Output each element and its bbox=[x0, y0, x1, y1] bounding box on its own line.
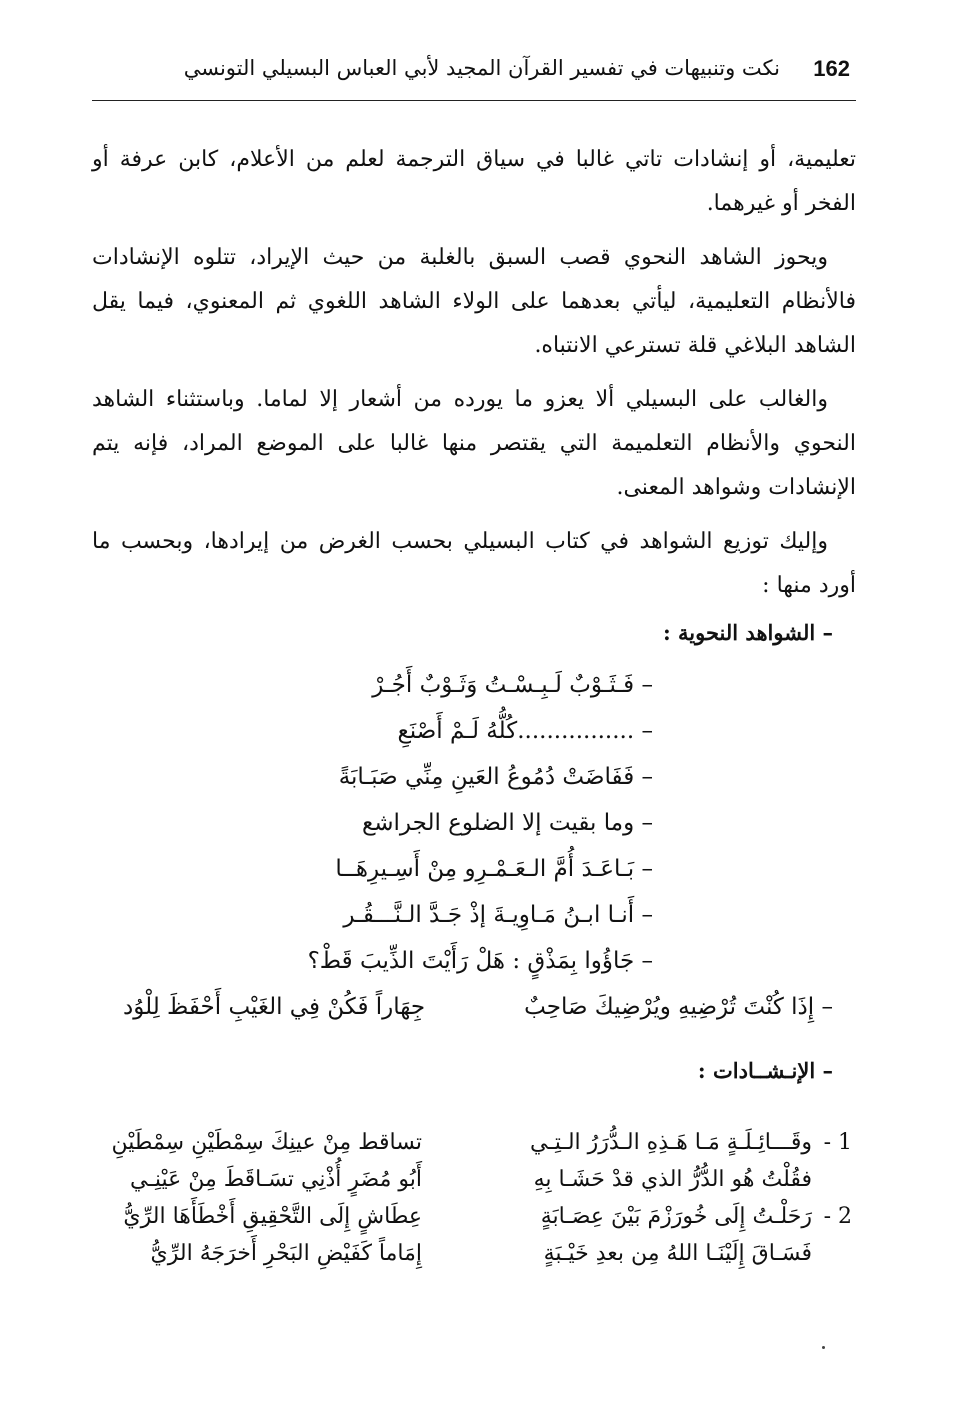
verse-hemistich-first: – إِذَا كُنْتَ تُرْضِيهِ ويُرْضِيكَ صَاحِبٌ bbox=[524, 994, 833, 1020]
table-row bbox=[92, 1161, 852, 1198]
paragraph: ويحوز الشاهد النحوي قصب السبق بالغلبة من حيث الإيراد، تتلوه الإنشادات فالأنظام التعليمية، ليأتي بعدهما على الولاء الشاهد اللغوي ثم المعنوي، فيما يقل الشاهد البلاغي قلة تسترعي الانتباه. bbox=[92, 245, 856, 358]
verse-line bbox=[123, 994, 833, 1034]
table-row bbox=[92, 1198, 852, 1235]
table-row bbox=[92, 1124, 852, 1161]
running-title: نكت وتنبيهات في تفسير القرآن المجيد لأبي العباس البسيلي التونسي bbox=[183, 56, 780, 80]
verse-number bbox=[812, 1161, 852, 1198]
list-item: – فَـثَـوْبٌ لَـبِـسْـتُ وَثَـوْبٌ أَجُـرْ bbox=[372, 672, 653, 698]
verse-hemistich-second: جِهَاراً فَكُنْ فِي الغَيْبِ أَحْفَظَ لِلْوُد bbox=[123, 994, 426, 1020]
verse-first-hemistich: رَحَلْـتُ إِلَى خُورَزْمَ بَيْنَ عِصَـابَةٍ bbox=[540, 1204, 812, 1229]
list-item: – أَنـا ابـنُ مَـاوِيـةَ إذْ جَـدَّ الـنَّـــقُـر bbox=[343, 902, 653, 928]
list-item: – وما بقيت إلا الضلوع الجراشع bbox=[362, 810, 653, 836]
verse-second-hemistich: إِمَاماً كَفَيْضِ البَحْرِ أَخرَجَهُ الرِّيُّ bbox=[150, 1241, 422, 1266]
list-item: – فَفَاضَتْ دُمُوعُ العَينِ مِنِّي صَبَـابَةً bbox=[338, 764, 653, 790]
print-speck bbox=[822, 1346, 825, 1349]
paragraph: والغالب على البسيلي ألا يعزو ما يورده من أشعار إلا لماما. وباستثناء الشاهد النحوي والأنظام التعلميمة التي يقتصر منها غالبا على الموضع المراد، فإنه يتم الإنشادات وشواهد المعنى. bbox=[92, 387, 856, 500]
section-title-nahw: – الشواهد النحوية : bbox=[662, 620, 833, 645]
verse-second-hemistich: تساقط مِنْ عينِكَ سِمْطَيْنِ سِمْطَيْنِ bbox=[111, 1130, 422, 1155]
verse-first-hemistich: وقَـــائِـلَـةٍ مَـا هَـذِهِ الـدُّرَرُ الـتِـي bbox=[529, 1130, 812, 1155]
page-number: 162 bbox=[813, 56, 850, 81]
body-text bbox=[92, 138, 856, 618]
list-item: – بَـاعَـدَ أُمَّ الـعَـمْـرِو مِنْ أَسِـيرِهَــا bbox=[335, 856, 653, 882]
verse-number: 2 - bbox=[823, 1204, 852, 1229]
verse-second-hemistich: أَبُو مُضَرٍ أُذْنِي تسَـاقَطَ مِنْ عَيْنِـي bbox=[130, 1167, 422, 1192]
paragraph: تعليمية، أو إنشادات تاتي غالبا في سياق الترجمة لعلم من الأعلام، كابن عرفة أو الفخر أو غيرهما. bbox=[92, 147, 856, 216]
table-row bbox=[92, 1235, 852, 1272]
verse-number: 1 - bbox=[823, 1130, 852, 1155]
list-item: – ................كُلُّهُ لَـمْ أَصْنَعِ bbox=[397, 718, 653, 744]
page-header bbox=[160, 56, 850, 96]
list-item: – جَاؤُوا بِمَذْقٍ : هَلْ رَأَيْتَ الذِّيبَ قَطْ؟ bbox=[307, 948, 653, 974]
header-rule bbox=[92, 100, 856, 101]
verse-second-hemistich: عِطَاشٍ إِلَى التَّحْقِيقِ أَخْطَأَهَا الرِّيُّ bbox=[123, 1204, 422, 1229]
verse-number bbox=[812, 1235, 852, 1272]
verse-first-hemistich: فقُلْتُ هُو الدُّرُّ الذي قدْ حَشَـا بِهِ bbox=[533, 1167, 812, 1192]
verse-first-hemistich: فَسَـاقَ إِلَيْنَـا اللهُ مِن بعدِ خَيْـبَةٍ bbox=[543, 1241, 812, 1266]
paragraph: وإليك توزيع الشواهد في كتاب البسيلي بحسب الغرض من إيرادها، وبحسب ما أورد منها : bbox=[92, 529, 856, 598]
nahw-shawahid-list bbox=[293, 662, 653, 984]
inshad-verses-table bbox=[92, 1124, 852, 1272]
section-title-inshad: – الإنـشــادات : bbox=[697, 1058, 833, 1083]
